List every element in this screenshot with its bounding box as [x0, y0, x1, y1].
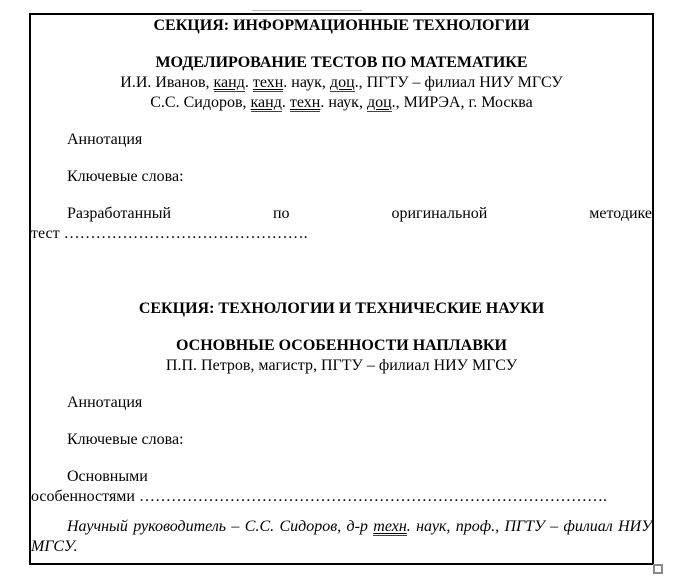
- text-segment: .: [281, 94, 290, 111]
- section2-header: СЕКЦИЯ: ТЕХНОЛОГИИ И ТЕХНИЧЕСКИЕ НАУКИ: [138, 300, 545, 317]
- section2-keywords-label: Ключевые слова:: [67, 431, 184, 448]
- misspelled-word: техн: [289, 94, 321, 111]
- spacer: [31, 319, 652, 336]
- table-resize-handle[interactable]: [653, 564, 663, 574]
- misspelled-word: канд: [213, 74, 245, 91]
- section2-author-line: П.П. Петров, магистр, ПГТУ – филиал НИУ МГСУ: [165, 357, 518, 374]
- misspelled-word: доц: [329, 74, 355, 91]
- section2-body-line-2: особенностями …………………………………………………………………………….: [31, 488, 607, 505]
- text-segment: .: [244, 74, 253, 91]
- section2-body-line-1: Основными: [67, 468, 148, 485]
- text-segment: . наук,: [283, 74, 330, 91]
- spacer: [31, 187, 652, 204]
- section1-annotation-label: Аннотация: [67, 131, 143, 148]
- text-segment: ., МИРЭА, г. Москва: [391, 94, 533, 111]
- spacer: [31, 36, 652, 53]
- spacer: [31, 376, 652, 393]
- misspelled-word: канд: [250, 94, 282, 111]
- text-segment: . наук,: [320, 94, 367, 111]
- supervisor-note-line-2: МГСУ.: [31, 538, 78, 555]
- spacer: [31, 507, 652, 517]
- misspelled-word: техн: [373, 518, 407, 535]
- table-column-marker: [252, 10, 362, 11]
- document-text-frame[interactable]: [29, 13, 654, 565]
- text-segment: Научный руководитель – С.С. Сидоров, д-р: [67, 518, 374, 535]
- text-segment: С.С. Сидоров,: [150, 94, 251, 111]
- spacer: [31, 413, 652, 430]
- section1-keywords-label: Ключевые слова:: [67, 168, 184, 185]
- section1-author-line-2: [31, 93, 652, 113]
- spacer: [31, 150, 652, 167]
- section2-annotation-label: Аннотация: [67, 394, 143, 411]
- section1-author-line-1: [31, 73, 652, 93]
- supervisor-note-line-1: [31, 517, 652, 537]
- section1-title: МОДЕЛИРОВАНИЕ ТЕСТОВ ПО МАТЕМАТИКЕ: [155, 54, 528, 71]
- section2-title: ОСНОВНЫЕ ОСОБЕННОСТИ НАПЛАВКИ: [176, 337, 507, 354]
- text-segment: И.И. Иванов,: [120, 74, 214, 91]
- section1-body-line-2: тест ……………………………………….: [31, 225, 308, 242]
- section1-body-line-1: Разработанный по оригинальной методике: [67, 205, 652, 222]
- section1-header: СЕКЦИЯ: ИНФОРМАЦИОННЫЕ ТЕХНОЛОГИИ: [153, 17, 530, 34]
- section-gap: [31, 244, 652, 299]
- text-segment: ., ПГТУ – филиал НИУ МГСУ: [354, 74, 563, 91]
- misspelled-word: доц: [366, 94, 392, 111]
- spacer: [31, 450, 652, 467]
- text-segment: . наук, проф., ПГТУ – филиал НИУ: [406, 518, 652, 535]
- spacer: [31, 113, 652, 130]
- misspelled-word: техн: [252, 74, 284, 91]
